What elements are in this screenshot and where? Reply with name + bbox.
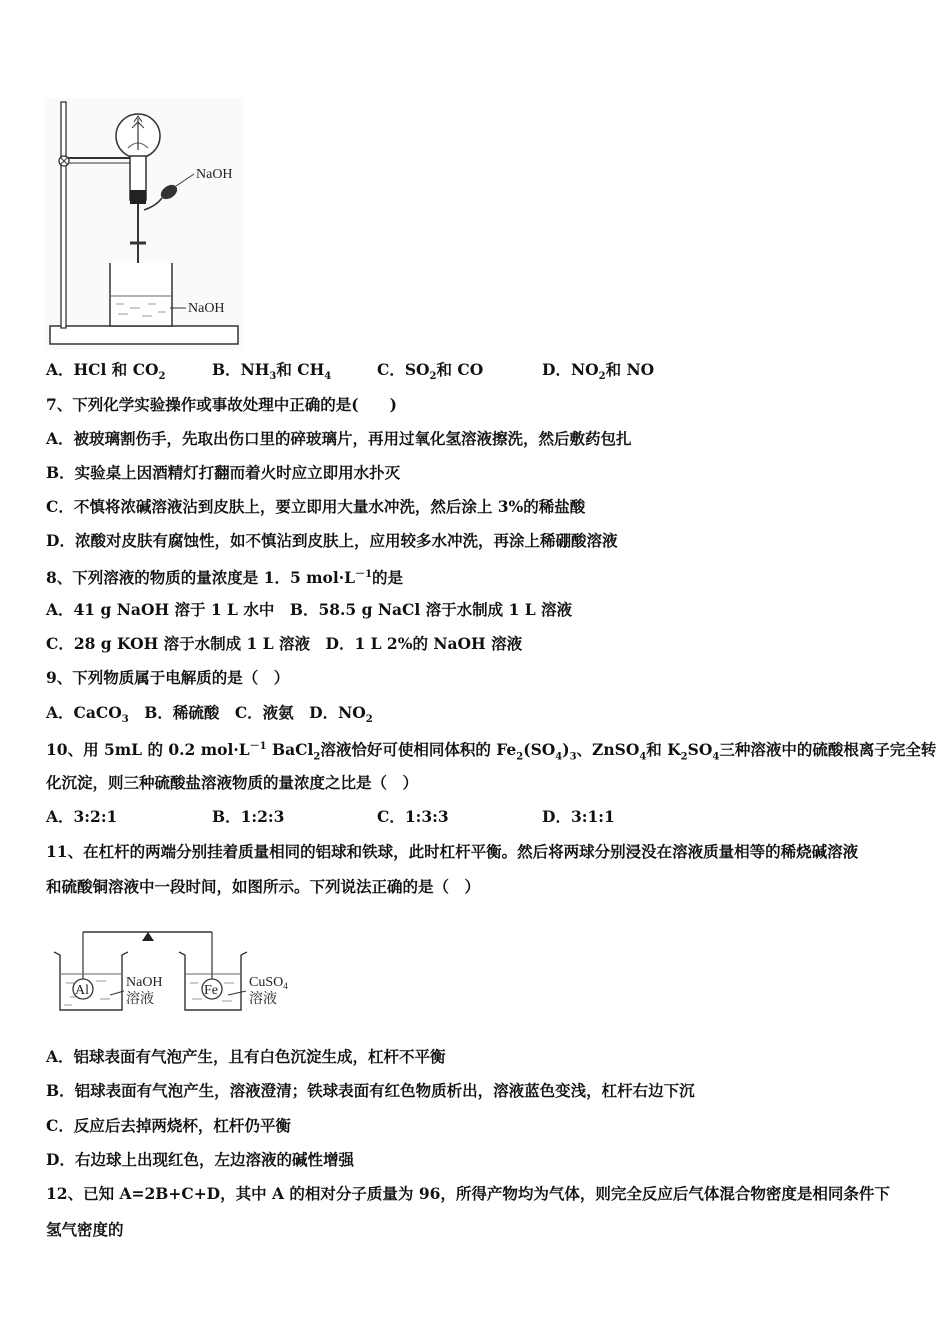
cuso4-label: CuSO$_4$ [249,975,288,991]
q7-option-d[interactable]: D．浓酸对皮肤有腐蚀性，如不慎沾到皮肤上，应用较多水冲洗，再涂上稀硼酸溶液 [46,531,618,550]
q6-option-b[interactable]: B．$NH_3$和 $CH_4$ [212,360,332,383]
q12-stem-line2: 氢气密度的 [46,1220,124,1239]
q6-options [46,360,654,387]
q7-option-c[interactable]: C．不慎将浓碱溶液沾到皮肤上，要立即用大量水冲洗，然后涂上 3%的稀盐酸 [46,497,586,516]
naoh-label-bottom: NaOH [188,301,225,316]
lever-beakers-figure [50,925,310,1019]
q7-option-b[interactable]: B．实验桌上因酒精灯打翻而着火时应立即用水扑灭 [46,463,401,482]
naoh-solution-label: 溶液 [126,992,154,1007]
stand-rod [61,102,66,328]
naoh-label-top: NaOH [196,167,233,182]
stand-base [50,326,238,344]
q6-option-c[interactable]: C．$SO_2$和 CO [377,360,484,383]
q9-stem: 9、下列物质属于电解质的是（ ） [46,668,290,687]
q10-option-b[interactable]: B．1:2:3 [212,807,285,826]
q11-option-c[interactable]: C．反应后去掉两烧杯，杠杆仍平衡 [46,1116,291,1135]
q6-option-a[interactable]: A．HCl 和 $CO_2$ [46,360,166,383]
q12-stem-line1: 12、已知 A=2B+C+D，其中 A 的相对分子质量为 96，所得产物均为气体，则完全反应后气体混合物密度是相同条件下 [46,1184,890,1203]
q11-option-a[interactable]: A．铝球表面有气泡产生，且有白色沉淀生成，杠杆不平衡 [46,1047,446,1066]
q11-option-d[interactable]: D．右边球上出现红色，左边溶液的碱性增强 [46,1150,354,1169]
q7-stem: 7、下列化学实验操作或事故处理中正确的是( ) [46,395,397,414]
cuso4-solution-label: 溶液 [249,992,277,1007]
beaker [110,263,172,326]
naoh-label: NaOH [126,975,163,990]
left-beaker [54,952,128,1010]
fe-label: Fe [204,983,218,998]
q8-stem: 8、下列溶液的物质的量浓度是 1．5 $mol\cdot L^{-1}$的是 [46,568,404,588]
q10-stem-line2: 化沉淀，则三种硫酸盐溶液物质的量浓度之比是（ ） [46,773,419,792]
al-label: Al [75,983,89,998]
q8-options-line1[interactable]: A．41 g NaOH 溶于 1 L 水中 B．58.5 g NaCl 溶于水制成 1 L 溶液 [46,600,573,619]
q11-stem-line2: 和硫酸铜溶液中一段时间，如图所示。下列说法正确的是（ ） [46,877,481,896]
q10-options [46,807,615,827]
q10-option-a[interactable]: A．3:2:1 [46,807,118,826]
q6-option-d[interactable]: D．$NO_2$和 NO [542,360,655,383]
q10-option-c[interactable]: C．1:3:3 [377,807,449,826]
q9-options[interactable]: A．CaCO$_3$ B．稀硫酸 C．液氨 D．$NO_2$ [46,703,373,726]
q11-option-b[interactable]: B．铝球表面有气泡产生，溶液澄清；铁球表面有红色物质析出，溶液蓝色变浅，杠杆右边下沉 [46,1081,695,1100]
q11-stem-line1: 11、在杠杆的两端分别挂着质量相同的铝球和铁球，此时杠杆平衡。然后将两球分别浸没在溶液质量相等的稀烧碱溶液 [46,842,859,861]
q7-option-a[interactable]: A．被玻璃割伤手，先取出伤口里的碎玻璃片，再用过氧化氢溶液擦洗，然后敷药包扎 [46,429,632,448]
q10-option-d[interactable]: D．3:1:1 [542,807,615,826]
fountain-apparatus-figure [44,98,244,350]
q10-stem-line1: 10、用 5mL 的 0.2 $mol\cdot L^{-1}$ BaCl$_2$溶液恰好可使相同体积的 $Fe_2(SO_4)_3$、ZnSO$_4$和 $K_2SO_4$三种溶液中的硫酸根离子完全转 [46,740,937,763]
fulcrum [142,932,154,941]
q8-options-line2[interactable]: C．28 g KOH 溶于水制成 1 L 溶液 D．1 L 2%的 NaOH 溶液 [46,634,523,653]
